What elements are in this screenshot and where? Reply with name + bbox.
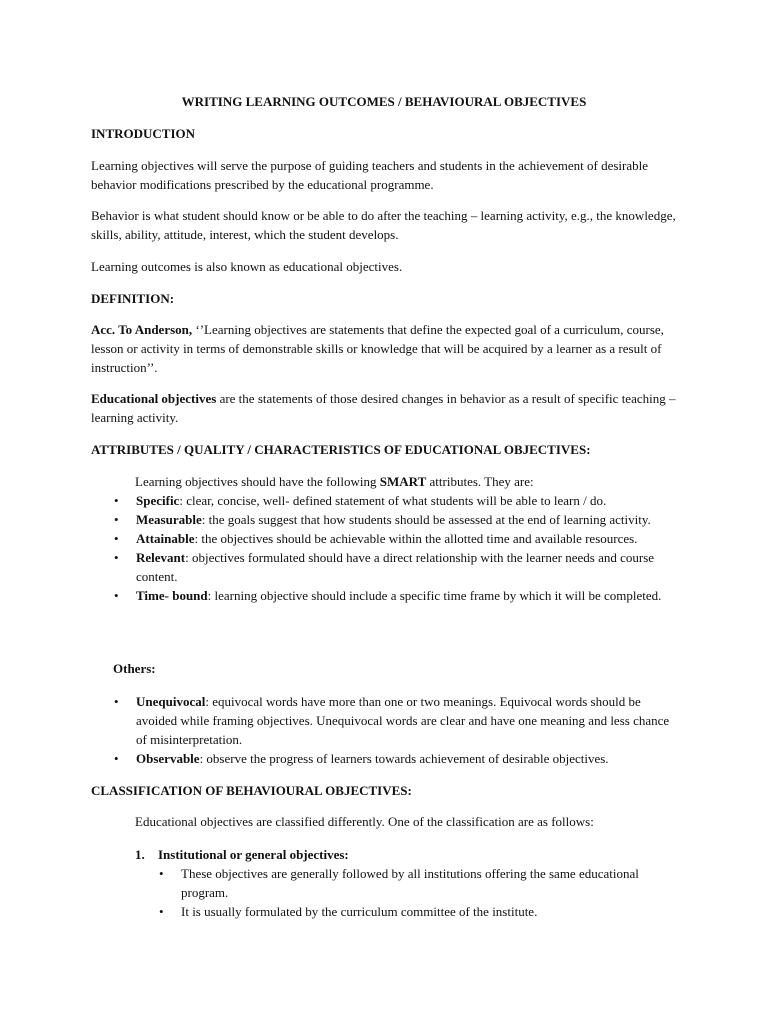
list-item — [114, 586, 676, 605]
attribute-term: Specific — [136, 493, 180, 508]
list-item — [114, 491, 676, 510]
smart-intro-b: attributes. They are: — [426, 474, 534, 489]
list-item — [159, 864, 676, 902]
introduction-heading: INTRODUCTION — [91, 126, 196, 141]
anderson-definition — [91, 320, 676, 377]
list-item — [114, 692, 676, 749]
edu-objectives-text: are the statements of those desired changes in behavior as a result of specific teaching – learning activity. — [91, 391, 676, 425]
list-item-text: These objectives are generally followed by all institutions offering the same educational program. — [181, 866, 639, 900]
attributes-heading: ATTRIBUTES / QUALITY / CHARACTERISTICS OF EDUCATIONAL OBJECTIVES: — [91, 442, 591, 457]
edu-objectives-label: Educational objectives — [91, 391, 217, 406]
institutional-objectives-list — [159, 864, 676, 921]
bullet-icon: • — [114, 751, 119, 766]
classification-intro: Educational objectives are classified differently. One of the classification are as follows: — [135, 814, 594, 829]
attribute-term: Observable — [136, 751, 200, 766]
bullet-icon: • — [114, 588, 119, 603]
smart-intro-a: Learning objectives should have the following — [135, 474, 380, 489]
bullet-icon: • — [159, 904, 164, 919]
list-item — [114, 529, 676, 548]
definition-heading: DEFINITION: — [91, 291, 175, 306]
attribute-text: : the goals suggest that how students should be assessed at the end of learning activity. — [201, 512, 651, 527]
list-item — [114, 749, 676, 768]
attribute-term: Attainable — [136, 531, 195, 546]
intro-paragraph-1: Learning objectives will serve the purpose of guiding teachers and students in the achievement of desirable behavior modifications prescribed by the educational programme. — [91, 158, 649, 192]
anderson-label: Acc. To Anderson, — [91, 322, 193, 337]
attribute-term: Measurable — [136, 512, 202, 527]
list-item — [114, 548, 676, 586]
attribute-text: : the objectives should be achievable within the allotted time and available resources. — [194, 531, 638, 546]
others-heading: Others: — [113, 661, 156, 676]
attribute-term: Time- bound — [136, 588, 208, 603]
attribute-term: Relevant — [136, 550, 186, 565]
list-item-text: It is usually formulated by the curriculum committee of the institute. — [181, 904, 538, 919]
classification-heading: CLASSIFICATION OF BEHAVIOURAL OBJECTIVES: — [91, 783, 412, 798]
intro-paragraph-2: Behavior is what student should know or be able to do after the teaching – learning activity, e.g., the knowledge, skills, ability, attitude, interest, which the student develops. — [91, 208, 676, 242]
smart-keyword: SMART — [379, 474, 427, 489]
bullet-icon: • — [114, 694, 119, 709]
attribute-text: : clear, concise, well- defined statement of what students will be able to learn / do. — [179, 493, 607, 508]
bullet-icon: • — [114, 550, 119, 565]
smart-intro — [135, 472, 676, 491]
bullet-icon: • — [114, 512, 119, 527]
other-attributes-list — [114, 692, 676, 768]
list-item — [114, 510, 676, 529]
attribute-text: : objectives formulated should have a direct relationship with the learner needs and course content. — [136, 550, 655, 584]
item-number: 1. — [135, 847, 145, 862]
educational-objectives-definition — [91, 389, 676, 427]
institutional-objectives-title: Institutional or general objectives: — [158, 847, 349, 862]
bullet-icon: • — [159, 866, 164, 881]
list-item — [159, 902, 676, 921]
bullet-icon: • — [114, 493, 119, 508]
attribute-term: Unequivocal — [136, 694, 206, 709]
bullet-icon: • — [114, 531, 119, 546]
attribute-text: : learning objective should include a specific time frame by which it will be completed. — [207, 588, 662, 603]
attribute-text: : observe the progress of learners towards achievement of desirable objectives. — [199, 751, 609, 766]
attribute-text: : equivocal words have more than one or two meanings. Equivocal words should be avoided while framing objectives. Unequivocal words are clear and have one meaning and less chance of misinterpretation. — [136, 694, 670, 747]
anderson-text: ‘’Learning objectives are statements that define the expected goal of a curriculum, course, lesson or activity in terms of demonstrable skills or knowledge that will be acquired by a learner as a result of instruction’’. — [91, 322, 664, 375]
document-title: WRITING LEARNING OUTCOMES / BEHAVIOURAL OBJECTIVES — [181, 94, 587, 109]
intro-paragraph-3: Learning outcomes is also known as educational objectives. — [91, 259, 403, 274]
smart-attributes-list — [114, 491, 676, 605]
